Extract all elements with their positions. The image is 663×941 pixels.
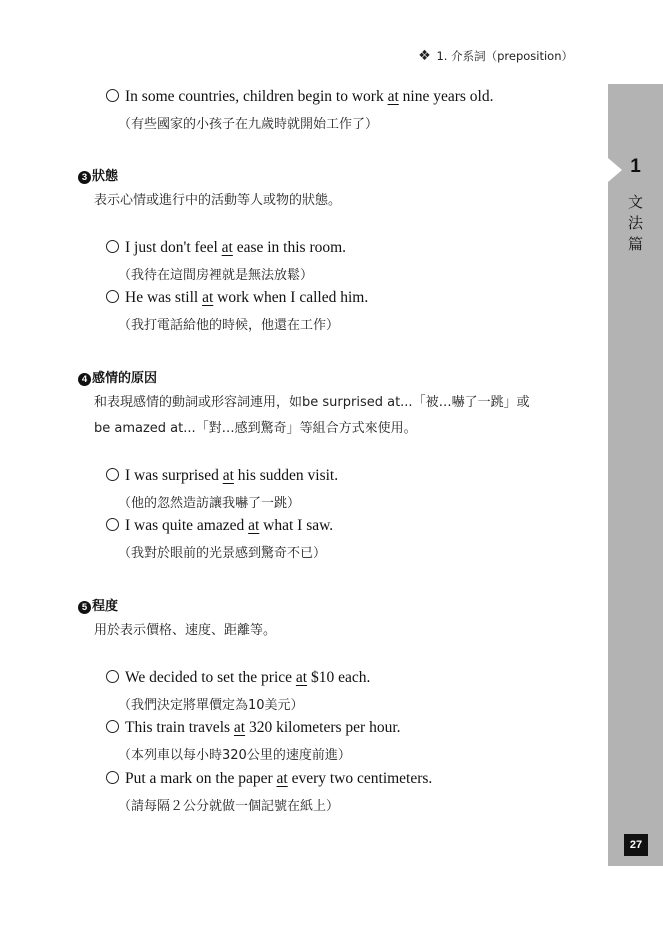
example-sentence: He was still at work when I called him. <box>106 289 368 307</box>
key-preposition: at <box>276 770 288 787</box>
section-heading <box>78 165 118 184</box>
example-translation: （他的忽然造訪讓我嚇了一跳） <box>118 496 301 511</box>
chapter-title-char: 篇 <box>627 235 643 253</box>
circle-bullet-icon <box>106 670 119 683</box>
section-description: 表示心情或進行中的活動等人或物的狀態。 <box>94 193 342 208</box>
example-translation: （有些國家的小孩子在九歲時就開始工作了） <box>118 117 379 132</box>
page-number: 27 <box>624 834 648 856</box>
key-preposition: at <box>222 467 234 484</box>
key-preposition: at <box>202 289 214 306</box>
running-header <box>418 48 573 64</box>
chapter-title-char: 法 <box>627 214 643 232</box>
section-description: be amazed at...「對…感到驚奇」等組合方式來使用。 <box>94 421 417 436</box>
key-preposition: at <box>295 669 308 686</box>
section-heading <box>78 367 157 386</box>
circle-bullet-icon <box>106 720 119 733</box>
example-sentence: I was quite amazed at what I saw. <box>106 517 333 535</box>
circle-bullet-icon <box>106 290 119 303</box>
section-number-badge: 5 <box>78 601 91 614</box>
example-sentence: Put a mark on the paper at every two centimeters. <box>106 770 432 788</box>
running-header-text: 1. 介系詞（preposition） <box>436 49 573 63</box>
section-number-badge: 4 <box>78 373 91 386</box>
diamond-icon: ❖ <box>418 48 431 64</box>
section-number-badge: 3 <box>78 171 91 184</box>
chapter-number: 1 <box>630 156 641 177</box>
circle-bullet-icon <box>106 518 119 531</box>
example-translation: （我對於眼前的光景感到驚奇不已） <box>118 546 327 561</box>
example-translation: （我待在這間房裡就是無法放鬆） <box>118 268 314 283</box>
section-description: 和表現感情的動詞或形容詞連用，如be surprised at...「被…嚇了一跳」或 <box>94 395 530 410</box>
section-description: 用於表示價格、速度、距離等。 <box>94 623 277 638</box>
chapter-title-char: 文 <box>627 193 643 211</box>
example-translation: （我們決定將單價定為10美元） <box>118 698 304 713</box>
example-translation: （我打電話給他的時候，他還在工作） <box>118 318 340 333</box>
example-sentence: I was surprised at his sudden visit. <box>106 467 338 485</box>
key-preposition: at <box>221 239 233 256</box>
example-sentence: This train travels at 320 kilometers per hour. <box>106 719 401 737</box>
example-sentence: In some countries, children begin to work at nine years old. <box>106 88 493 106</box>
circle-bullet-icon <box>106 468 119 481</box>
example-translation: （本列車以每小時320公里的速度前進） <box>118 748 351 763</box>
key-preposition: at <box>233 719 246 736</box>
section-title: 程度 <box>92 599 119 614</box>
section-title: 感情的原因 <box>92 371 158 386</box>
section-heading <box>78 595 118 614</box>
circle-bullet-icon <box>106 89 119 102</box>
key-preposition: at <box>387 88 399 105</box>
chapter-title <box>608 192 663 255</box>
example-translation: （請每隔２公分就做一個記號在紙上） <box>118 799 340 814</box>
example-sentence: We decided to set the price at $10 each. <box>106 669 370 687</box>
circle-bullet-icon <box>106 240 119 253</box>
example-sentence: I just don't feel at ease in this room. <box>106 239 346 257</box>
section-title: 狀態 <box>92 169 119 184</box>
key-preposition: at <box>248 517 260 534</box>
circle-bullet-icon <box>106 771 119 784</box>
